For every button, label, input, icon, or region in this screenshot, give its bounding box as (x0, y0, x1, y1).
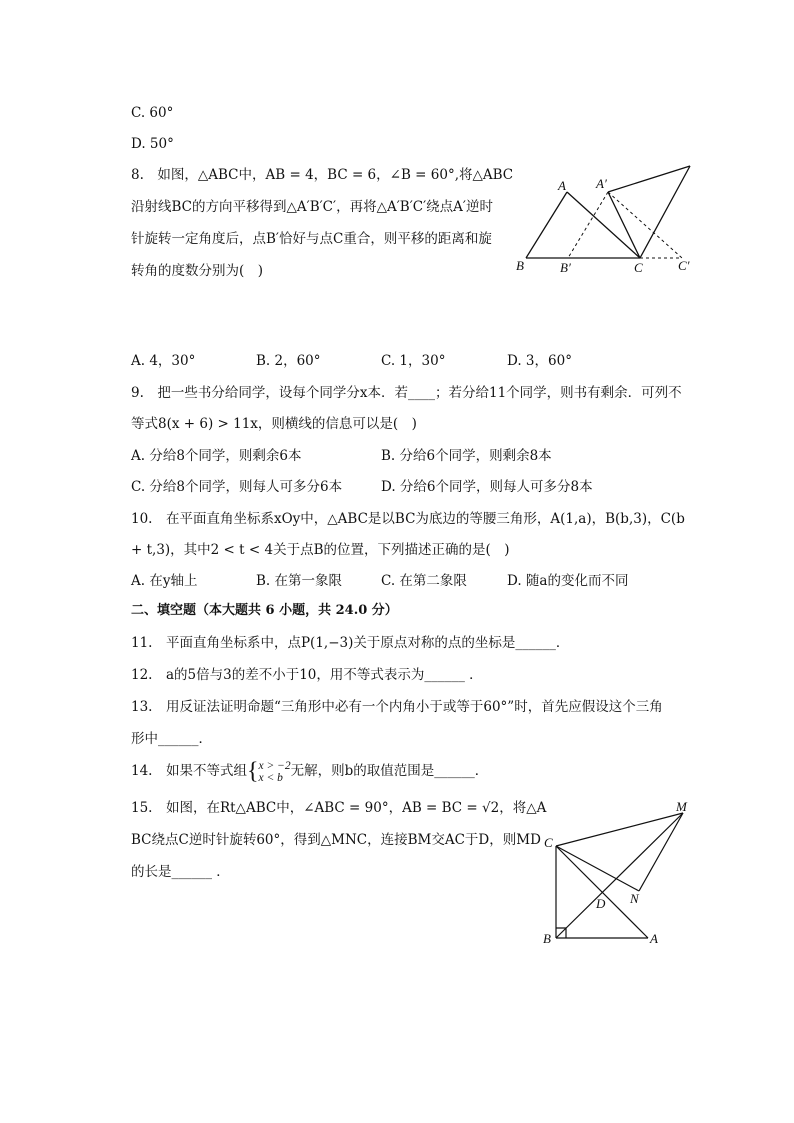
q8-seg-A2C (608, 192, 640, 258)
q14-prefix: 14. 如果不等式组 (131, 763, 247, 779)
q8-label-C-prime: C′ (678, 258, 690, 273)
q8-label-B-prime: B′ (560, 260, 571, 275)
q10-option-b: B. 在第一象限 (256, 573, 343, 589)
q8-option-d: D. 3，60° (507, 353, 572, 369)
q14-system (259, 760, 291, 784)
q15-figure (538, 795, 698, 955)
q15-seg-CM (556, 813, 683, 846)
q8-stem-line1: 8. 如图，△ABC中，AB = 4，BC = 6，∠B = 60°,将△ABC (131, 167, 514, 183)
q8-figure (510, 160, 710, 280)
q15-stem-line3: 的长是______ ． (131, 864, 230, 880)
q8-label-A: A (558, 178, 566, 193)
q14-brace: { (246, 758, 259, 785)
q8-seg-AC (567, 192, 640, 258)
q15-stem-line2: BC绕点C逆时针旋转60°，得到△MNC，连接BM交AC于D，则MD (131, 832, 541, 848)
q9-option-c: C. 分给8个同学，则每人可多分6本 (131, 479, 343, 495)
q10-stem-line1: 10. 在平面直角坐标系xOy中，△ABC是以BC为底边的等腰三角形，A(1,a)，B(b,3)，C(b (131, 511, 685, 527)
q9-stem-line1: 9. 把一些书分给同学，设每个同学分x本．若____；若分给11个同学，则书有剩余．可列不 (131, 385, 682, 401)
q9-option-d: D. 分给6个同学，则每人可多分8本 (381, 479, 593, 495)
section-heading-fill-in: 二、填空题（本大题共 6 小题，共 24.0 分） (131, 603, 398, 618)
q15-label-B: B (543, 931, 551, 946)
q11-stem: 11. 平面直角坐标系中，点P(1,−3)关于原点对称的点的坐标是______． (131, 635, 570, 651)
q15-label-N: N (630, 891, 639, 906)
q15-label-C: C (544, 835, 553, 850)
q15-label-M: M (676, 799, 687, 814)
q15-label-D: D (596, 896, 606, 911)
q10-option-d: D. 随a的变化而不同 (507, 573, 629, 589)
q14-stem (131, 758, 488, 784)
q7-option-d: D. 50° (131, 136, 174, 152)
q10-stem-line2: + t,3)，其中2 < t < 4关于点B的位置，下列描述正确的是( ) (131, 542, 510, 558)
q8-stem-line2: 沿射线BC的方向平移得到△A′B′C′，再将△A′B′C′绕点A′逆时 (131, 199, 493, 215)
q8-option-a: A. 4，30° (131, 353, 196, 369)
q15-label-A: A (650, 931, 658, 946)
q8-label-B: B (516, 258, 524, 273)
q15-seg-BM (556, 813, 683, 938)
q7-option-c: C. 60° (131, 105, 174, 121)
q8-label-C: C (634, 260, 643, 275)
q15-seg-MN (639, 813, 683, 891)
q8-label-A-prime: A′ (596, 176, 607, 191)
q12-stem: 12. a的5倍与3的差不小于10，用不等式表示为______ ． (131, 667, 483, 683)
q9-stem-line2: 等式8(x + 6) > 11x，则横线的信息可以是( ) (131, 416, 417, 432)
q13-stem-line2: 形中______． (131, 731, 212, 747)
q8-stem-line3: 针旋转一定角度后，点B′恰好与点C重合，则平移的距离和旋 (131, 231, 492, 247)
q8-stem-line4: 转角的度数分别为( ) (131, 263, 264, 279)
q8-option-c: C. 1，30° (381, 353, 446, 369)
q9-option-b: B. 分给6个同学，则剩余8本 (381, 448, 552, 464)
q9-option-a: A. 分给8个同学，则剩余6本 (131, 448, 302, 464)
q13-stem-line1: 13. 用反证法证明命题“三角形中必有一个内角小于或等于60°”时，首先应假设这个三角 (131, 699, 663, 715)
q14-suffix: 无解，则b的取值范围是______． (290, 763, 489, 779)
q14-row1: x > −2 (258, 759, 291, 772)
q10-option-a: A. 在y轴上 (131, 573, 198, 589)
q15-stem-line1: 15. 如图，在Rt△ABC中，∠ABC = 90°，AB = BC = √2，将△A (131, 800, 547, 816)
q8-dash-A2B2 (568, 192, 608, 258)
q14-row2: x < b (258, 771, 283, 784)
q10-option-c: C. 在第二象限 (381, 573, 467, 589)
q8-seg-AB (526, 192, 567, 258)
q8-option-b: B. 2，60° (256, 353, 321, 369)
